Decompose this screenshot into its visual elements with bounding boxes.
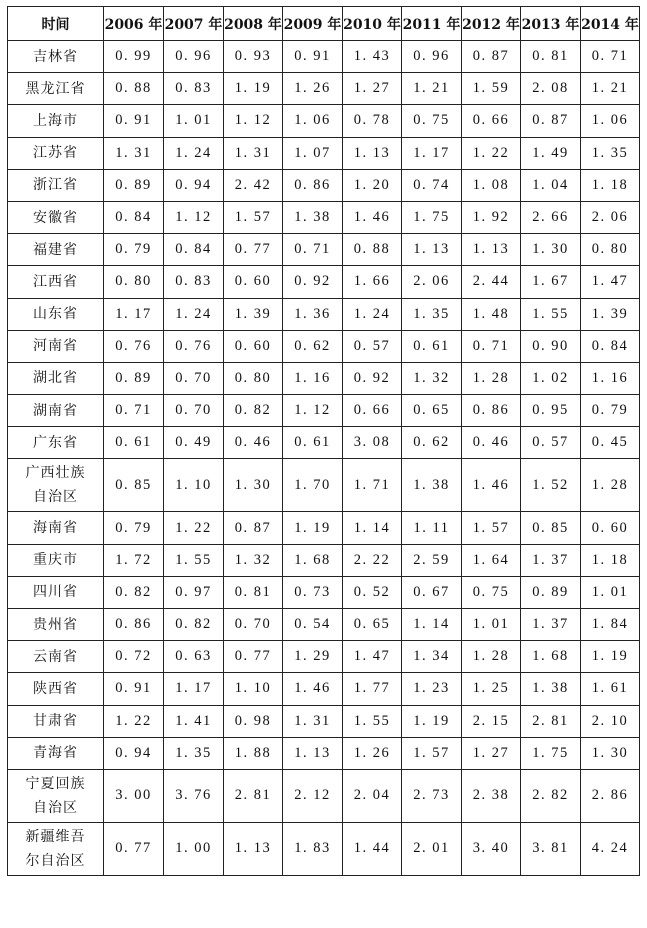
value-cell: 1. 27 xyxy=(343,73,402,105)
value-cell: 0. 61 xyxy=(283,427,343,459)
table-row xyxy=(8,362,640,394)
value-cell: 0. 71 xyxy=(462,330,521,362)
value-cell: 1. 11 xyxy=(402,512,462,544)
value-cell: 2. 38 xyxy=(462,769,521,822)
value-cell: 0. 92 xyxy=(343,362,402,394)
table-body xyxy=(8,41,640,876)
value-cell: 0. 93 xyxy=(224,41,283,73)
region-name-cell: 海南省 xyxy=(8,512,104,544)
value-cell: 3. 00 xyxy=(104,769,164,822)
table-row xyxy=(8,427,640,459)
value-cell: 1. 06 xyxy=(581,105,640,137)
value-cell: 1. 25 xyxy=(462,673,521,705)
value-cell: 0. 92 xyxy=(283,266,343,298)
table-row xyxy=(8,330,640,362)
value-cell: 1. 14 xyxy=(402,609,462,641)
value-cell: 1. 57 xyxy=(402,737,462,769)
value-cell: 0. 78 xyxy=(343,105,402,137)
value-cell: 0. 82 xyxy=(164,609,224,641)
value-cell: 1. 34 xyxy=(402,641,462,673)
value-cell: 1. 20 xyxy=(343,169,402,201)
value-cell: 0. 94 xyxy=(164,169,224,201)
value-cell: 0. 89 xyxy=(104,362,164,394)
value-cell: 0. 88 xyxy=(343,234,402,266)
value-cell: 0. 89 xyxy=(521,576,581,608)
value-cell: 0. 65 xyxy=(343,609,402,641)
value-cell: 0. 84 xyxy=(581,330,640,362)
value-cell: 1. 46 xyxy=(283,673,343,705)
header-cell-year: 2007 年 xyxy=(164,7,224,41)
value-cell: 1. 68 xyxy=(283,544,343,576)
value-cell: 1. 55 xyxy=(343,705,402,737)
value-cell: 0. 84 xyxy=(164,234,224,266)
value-cell: 1. 47 xyxy=(343,641,402,673)
value-cell: 1. 14 xyxy=(343,512,402,544)
value-cell: 0. 82 xyxy=(104,576,164,608)
region-name-cell: 云南省 xyxy=(8,641,104,673)
region-name-cell xyxy=(8,822,104,875)
value-cell: 2. 01 xyxy=(402,822,462,875)
value-cell: 0. 85 xyxy=(521,512,581,544)
value-cell: 0. 76 xyxy=(104,330,164,362)
value-cell: 0. 96 xyxy=(164,41,224,73)
header-cell-year: 2011 年 xyxy=(402,7,462,41)
value-cell: 0. 76 xyxy=(164,330,224,362)
table-row xyxy=(8,266,640,298)
value-cell: 1. 30 xyxy=(581,737,640,769)
table-row xyxy=(8,298,640,330)
value-cell: 0. 49 xyxy=(164,427,224,459)
header-row xyxy=(8,7,640,41)
value-cell: 0. 57 xyxy=(343,330,402,362)
value-cell: 2. 66 xyxy=(521,201,581,233)
value-cell: 1. 75 xyxy=(521,737,581,769)
region-name-cell: 广东省 xyxy=(8,427,104,459)
value-cell: 1. 66 xyxy=(343,266,402,298)
region-name-cell: 江苏省 xyxy=(8,137,104,169)
region-name-line: 新疆维吾 xyxy=(25,828,86,845)
value-cell: 1. 83 xyxy=(283,822,343,875)
table-row xyxy=(8,169,640,201)
value-cell: 1. 31 xyxy=(224,137,283,169)
value-cell: 0. 87 xyxy=(462,41,521,73)
value-cell: 1. 37 xyxy=(521,609,581,641)
value-cell: 1. 24 xyxy=(164,137,224,169)
value-cell: 1. 19 xyxy=(581,641,640,673)
value-cell: 0. 95 xyxy=(521,395,581,427)
value-cell: 2. 12 xyxy=(283,769,343,822)
value-cell: 2. 10 xyxy=(581,705,640,737)
value-cell: 0. 83 xyxy=(164,266,224,298)
region-name-cell: 四川省 xyxy=(8,576,104,608)
value-cell: 1. 19 xyxy=(224,73,283,105)
value-cell: 2. 42 xyxy=(224,169,283,201)
table-row xyxy=(8,105,640,137)
value-cell: 1. 18 xyxy=(581,169,640,201)
value-cell: 0. 62 xyxy=(402,427,462,459)
value-cell: 1. 35 xyxy=(164,737,224,769)
value-cell: 1. 10 xyxy=(224,673,283,705)
value-cell: 1. 61 xyxy=(581,673,640,705)
value-cell: 1. 31 xyxy=(104,137,164,169)
value-cell: 3. 40 xyxy=(462,822,521,875)
value-cell: 3. 08 xyxy=(343,427,402,459)
value-cell: 1. 16 xyxy=(283,362,343,394)
value-cell: 1. 01 xyxy=(581,576,640,608)
value-cell: 0. 82 xyxy=(224,395,283,427)
value-cell: 1. 72 xyxy=(104,544,164,576)
value-cell: 1. 26 xyxy=(283,73,343,105)
value-cell: 1. 35 xyxy=(581,137,640,169)
value-cell: 1. 24 xyxy=(343,298,402,330)
value-cell: 1. 17 xyxy=(164,673,224,705)
value-cell: 0. 77 xyxy=(104,822,164,875)
value-cell: 0. 89 xyxy=(104,169,164,201)
value-cell: 0. 61 xyxy=(402,330,462,362)
value-cell: 1. 12 xyxy=(283,395,343,427)
header-cell-year: 2006 年 xyxy=(104,7,164,41)
value-cell: 0. 98 xyxy=(224,705,283,737)
value-cell: 3. 81 xyxy=(521,822,581,875)
value-cell: 1. 32 xyxy=(402,362,462,394)
value-cell: 1. 48 xyxy=(462,298,521,330)
value-cell: 1. 13 xyxy=(402,234,462,266)
value-cell: 1. 71 xyxy=(343,459,402,512)
table-row xyxy=(8,822,640,875)
value-cell: 0. 79 xyxy=(104,512,164,544)
table-row xyxy=(8,234,640,266)
value-cell: 1. 30 xyxy=(521,234,581,266)
value-cell: 0. 91 xyxy=(104,105,164,137)
value-cell: 0. 86 xyxy=(462,395,521,427)
value-cell: 1. 39 xyxy=(224,298,283,330)
value-cell: 0. 94 xyxy=(104,737,164,769)
value-cell: 1. 00 xyxy=(164,822,224,875)
value-cell: 1. 17 xyxy=(402,137,462,169)
table-row xyxy=(8,73,640,105)
value-cell: 1. 43 xyxy=(343,41,402,73)
table-row xyxy=(8,737,640,769)
table-row xyxy=(8,512,640,544)
region-name-cell: 陕西省 xyxy=(8,673,104,705)
region-name-line: 自治区 xyxy=(33,489,78,506)
value-cell: 1. 46 xyxy=(462,459,521,512)
value-cell: 0. 73 xyxy=(283,576,343,608)
value-cell: 0. 80 xyxy=(224,362,283,394)
value-cell: 2. 73 xyxy=(402,769,462,822)
value-cell: 1. 30 xyxy=(224,459,283,512)
value-cell: 1. 77 xyxy=(343,673,402,705)
value-cell: 0. 91 xyxy=(104,673,164,705)
value-cell: 1. 07 xyxy=(283,137,343,169)
value-cell: 0. 70 xyxy=(164,362,224,394)
value-cell: 0. 77 xyxy=(224,641,283,673)
value-cell: 0. 86 xyxy=(283,169,343,201)
value-cell: 1. 18 xyxy=(581,544,640,576)
value-cell: 2. 81 xyxy=(224,769,283,822)
value-cell: 0. 75 xyxy=(402,105,462,137)
header-cell-year: 2010 年 xyxy=(343,7,402,41)
value-cell: 0. 57 xyxy=(521,427,581,459)
value-cell: 1. 32 xyxy=(224,544,283,576)
value-cell: 1. 55 xyxy=(164,544,224,576)
value-cell: 0. 62 xyxy=(283,330,343,362)
value-cell: 1. 22 xyxy=(462,137,521,169)
value-cell: 1. 67 xyxy=(521,266,581,298)
region-name-cell: 青海省 xyxy=(8,737,104,769)
value-cell: 2. 44 xyxy=(462,266,521,298)
value-cell: 0. 87 xyxy=(521,105,581,137)
value-cell: 0. 87 xyxy=(224,512,283,544)
region-name-cell: 浙江省 xyxy=(8,169,104,201)
table-row xyxy=(8,137,640,169)
value-cell: 1. 24 xyxy=(164,298,224,330)
region-name-cell: 安徽省 xyxy=(8,201,104,233)
value-cell: 0. 74 xyxy=(402,169,462,201)
value-cell: 0. 79 xyxy=(581,395,640,427)
value-cell: 0. 66 xyxy=(343,395,402,427)
value-cell: 0. 61 xyxy=(104,427,164,459)
region-name-line: 自治区 xyxy=(33,799,78,816)
region-name-cell: 吉林省 xyxy=(8,41,104,73)
value-cell: 1. 21 xyxy=(402,73,462,105)
value-cell: 1. 01 xyxy=(462,609,521,641)
value-cell: 1. 01 xyxy=(164,105,224,137)
value-cell: 1. 68 xyxy=(521,641,581,673)
value-cell: 1. 17 xyxy=(104,298,164,330)
value-cell: 0. 86 xyxy=(104,609,164,641)
value-cell: 1. 19 xyxy=(283,512,343,544)
value-cell: 0. 45 xyxy=(581,427,640,459)
value-cell: 0. 70 xyxy=(164,395,224,427)
value-cell: 1. 31 xyxy=(283,705,343,737)
value-cell: 1. 13 xyxy=(224,822,283,875)
value-cell: 1. 13 xyxy=(283,737,343,769)
value-cell: 1. 75 xyxy=(402,201,462,233)
table-row xyxy=(8,576,640,608)
value-cell: 1. 47 xyxy=(581,266,640,298)
value-cell: 4. 24 xyxy=(581,822,640,875)
value-cell: 1. 35 xyxy=(402,298,462,330)
value-cell: 0. 65 xyxy=(402,395,462,427)
value-cell: 0. 80 xyxy=(104,266,164,298)
region-name-cell: 贵州省 xyxy=(8,609,104,641)
value-cell: 0. 80 xyxy=(581,234,640,266)
value-cell: 1. 38 xyxy=(402,459,462,512)
value-cell: 1. 13 xyxy=(343,137,402,169)
value-cell: 1. 12 xyxy=(164,201,224,233)
value-cell: 1. 22 xyxy=(104,705,164,737)
value-cell: 2. 04 xyxy=(343,769,402,822)
value-cell: 0. 52 xyxy=(343,576,402,608)
region-name-cell: 重庆市 xyxy=(8,544,104,576)
header-cell-year: 2008 年 xyxy=(224,7,283,41)
table-row xyxy=(8,544,640,576)
value-cell: 1. 49 xyxy=(521,137,581,169)
value-cell: 1. 41 xyxy=(164,705,224,737)
value-cell: 1. 57 xyxy=(224,201,283,233)
value-cell: 1. 04 xyxy=(521,169,581,201)
region-name-cell xyxy=(8,769,104,822)
value-cell: 1. 19 xyxy=(402,705,462,737)
value-cell: 0. 66 xyxy=(462,105,521,137)
value-cell: 1. 28 xyxy=(462,362,521,394)
value-cell: 2. 06 xyxy=(581,201,640,233)
region-name-cell: 上海市 xyxy=(8,105,104,137)
value-cell: 1. 39 xyxy=(581,298,640,330)
value-cell: 2. 59 xyxy=(402,544,462,576)
region-name-cell: 湖北省 xyxy=(8,362,104,394)
value-cell: 1. 88 xyxy=(224,737,283,769)
value-cell: 0. 81 xyxy=(224,576,283,608)
value-cell: 3. 76 xyxy=(164,769,224,822)
value-cell: 1. 12 xyxy=(224,105,283,137)
value-cell: 0. 60 xyxy=(581,512,640,544)
value-cell: 0. 54 xyxy=(283,609,343,641)
value-cell: 1. 06 xyxy=(283,105,343,137)
value-cell: 0. 60 xyxy=(224,330,283,362)
value-cell: 0. 99 xyxy=(104,41,164,73)
table-row xyxy=(8,769,640,822)
table-row xyxy=(8,41,640,73)
table-row xyxy=(8,641,640,673)
value-cell: 0. 46 xyxy=(224,427,283,459)
value-cell: 0. 79 xyxy=(104,234,164,266)
value-cell: 1. 92 xyxy=(462,201,521,233)
value-cell: 0. 60 xyxy=(224,266,283,298)
region-name-cell: 福建省 xyxy=(8,234,104,266)
data-table-container xyxy=(7,6,640,876)
value-cell: 1. 21 xyxy=(581,73,640,105)
value-cell: 0. 81 xyxy=(521,41,581,73)
table-row xyxy=(8,673,640,705)
value-cell: 1. 28 xyxy=(581,459,640,512)
value-cell: 1. 23 xyxy=(402,673,462,705)
value-cell: 1. 36 xyxy=(283,298,343,330)
region-name-cell: 江西省 xyxy=(8,266,104,298)
value-cell: 1. 44 xyxy=(343,822,402,875)
header-cell-year: 2013 年 xyxy=(521,7,581,41)
table-row xyxy=(8,395,640,427)
value-cell: 0. 90 xyxy=(521,330,581,362)
value-cell: 0. 88 xyxy=(104,73,164,105)
value-cell: 0. 77 xyxy=(224,234,283,266)
data-table xyxy=(7,6,640,876)
region-name-cell: 河南省 xyxy=(8,330,104,362)
value-cell: 1. 70 xyxy=(283,459,343,512)
header-cell-time: 时间 xyxy=(8,7,104,41)
value-cell: 1. 38 xyxy=(283,201,343,233)
value-cell: 0. 67 xyxy=(402,576,462,608)
value-cell: 0. 46 xyxy=(462,427,521,459)
value-cell: 1. 38 xyxy=(521,673,581,705)
value-cell: 0. 85 xyxy=(104,459,164,512)
value-cell: 1. 22 xyxy=(164,512,224,544)
region-name-cell: 甘肃省 xyxy=(8,705,104,737)
region-name-line: 广西壮族 xyxy=(25,465,86,482)
value-cell: 1. 52 xyxy=(521,459,581,512)
value-cell: 1. 64 xyxy=(462,544,521,576)
value-cell: 2. 82 xyxy=(521,769,581,822)
value-cell: 0. 96 xyxy=(402,41,462,73)
header-cell-year: 2014 年 xyxy=(581,7,640,41)
value-cell: 1. 59 xyxy=(462,73,521,105)
region-name-cell: 湖南省 xyxy=(8,395,104,427)
region-name-line: 宁夏回族 xyxy=(25,775,86,792)
value-cell: 0. 71 xyxy=(581,41,640,73)
table-row xyxy=(8,609,640,641)
region-name-cell: 山东省 xyxy=(8,298,104,330)
value-cell: 0. 63 xyxy=(164,641,224,673)
value-cell: 2. 15 xyxy=(462,705,521,737)
region-name-cell: 黑龙江省 xyxy=(8,73,104,105)
value-cell: 1. 57 xyxy=(462,512,521,544)
value-cell: 2. 81 xyxy=(521,705,581,737)
value-cell: 0. 72 xyxy=(104,641,164,673)
table-row xyxy=(8,705,640,737)
value-cell: 2. 22 xyxy=(343,544,402,576)
value-cell: 1. 26 xyxy=(343,737,402,769)
region-name-cell xyxy=(8,459,104,512)
header-cell-year: 2012 年 xyxy=(462,7,521,41)
value-cell: 1. 08 xyxy=(462,169,521,201)
value-cell: 0. 70 xyxy=(224,609,283,641)
value-cell: 1. 28 xyxy=(462,641,521,673)
value-cell: 0. 84 xyxy=(104,201,164,233)
value-cell: 1. 10 xyxy=(164,459,224,512)
value-cell: 1. 29 xyxy=(283,641,343,673)
region-name-line: 尔自治区 xyxy=(25,852,86,869)
value-cell: 1. 13 xyxy=(462,234,521,266)
value-cell: 1. 27 xyxy=(462,737,521,769)
value-cell: 1. 02 xyxy=(521,362,581,394)
value-cell: 0. 91 xyxy=(283,41,343,73)
table-row xyxy=(8,201,640,233)
value-cell: 0. 83 xyxy=(164,73,224,105)
header-cell-year: 2009 年 xyxy=(283,7,343,41)
value-cell: 2. 06 xyxy=(402,266,462,298)
value-cell: 0. 75 xyxy=(462,576,521,608)
value-cell: 0. 71 xyxy=(283,234,343,266)
value-cell: 1. 46 xyxy=(343,201,402,233)
value-cell: 0. 71 xyxy=(104,395,164,427)
table-row xyxy=(8,459,640,512)
value-cell: 2. 08 xyxy=(521,73,581,105)
value-cell: 1. 55 xyxy=(521,298,581,330)
value-cell: 0. 97 xyxy=(164,576,224,608)
value-cell: 1. 16 xyxy=(581,362,640,394)
value-cell: 2. 86 xyxy=(581,769,640,822)
value-cell: 1. 84 xyxy=(581,609,640,641)
value-cell: 1. 37 xyxy=(521,544,581,576)
